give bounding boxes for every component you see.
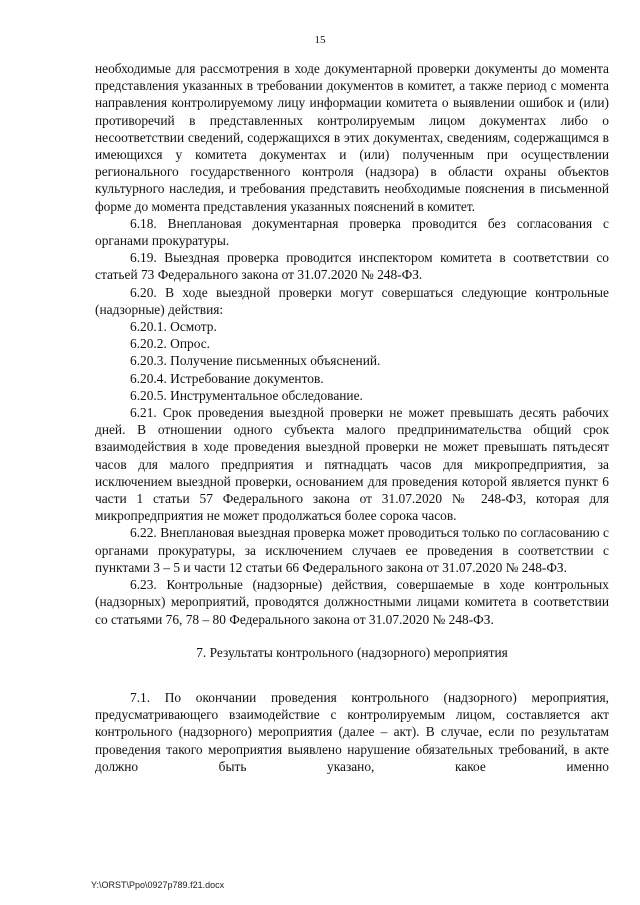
list-item-6-20-1: 6.20.1. Осмотр. — [130, 319, 217, 335]
paragraph-6-21: 6.21. Срок проведения выездной проверки не может превышать десять рабочих дней. В отношении одного субъекта малого предпринимательства общий срок взаимодействия в ходе проведения выездной проверки не может превышать пятьдесят часов для малого предприятия и пятнадцать часов для микропредприятия, за исключением выездной проверки, основанием для проведения которой является пункт 6 части 1 статьи 57 Федерального закона от 31.07.2020 № 248-ФЗ, которая для микропредприятия не может продолжаться более сорока часов. — [95, 405, 609, 524]
list-item-6-20-2: 6.20.2. Опрос. — [130, 336, 211, 352]
page-number: 15 — [314, 34, 326, 46]
paragraph-7-1: 7.1. По окончании проведения контрольного (надзорного) мероприятия, предусматривающего взаимодействие с контролируемым лицом, составляется акт контрольного (надзорного) мероприятия (далее – акт). В случае, если по результатам проведения такого мероприятия выявлено нарушение обязательных требований, в акте должно быть указано, какое именно — [95, 689, 609, 774]
paragraph-6-20: 6.20. В ходе выездной проверки могут совершаться следующие контрольные (надзорные) действия: — [95, 284, 609, 317]
paragraph-6-22: 6.22. Внеплановая выездная проверка может проводиться только по согласованию с органами прокуратуры, за исключением случаев ее проведения в соответствии с пунктами 3 – 5 и части 12 статьи 66 Федерального закона от 31.07.2020 № 248-ФЗ. — [95, 525, 609, 575]
paragraph-6-19: 6.19. Выездная проверка проводится инспектором комитета в соответствии со статьей 73 Федерального закона от 31.07.2020 № 248-ФЗ. — [95, 250, 609, 283]
paragraph-continuation: необходимые для рассмотрения в ходе документарной проверки документы до момента представления указанных в требовании документов в комитет, а также период с момента направления контролируемому лицу информации комитета о выявлении ошибок и (или) противоречий в представленных контролируемым лицом документах либо о несоответствии сведений, содержащихся в этих документах, сведениям, содержащимся в имеющихся у комитета документах и (или) полученным при осуществлении регионального государственного контроля (надзора) в области охраны объектов культурного наследия, и требования представить необходимые пояснения в письменной форме до момента представления указанных пояснений в комитет. — [95, 61, 609, 214]
list-item-6-20-3: 6.20.3. Получение письменных объяснений. — [130, 353, 381, 369]
paragraph-6-18: 6.18. Внеплановая документарная проверка проводится без согласования с органами прокуратуры. — [95, 215, 609, 249]
list-item-6-20-5: 6.20.5. Инструментальное обследование. — [130, 387, 363, 403]
paragraph-6-23: 6.23. Контрольные (надзорные) действия, совершаемые в ходе контрольных (надзорных) мероприятий, проводятся должностными лицами комитета в соответствии со статьями 76, 78 – 80 Федерального закона от 31.07.2020 № 248-ФЗ. — [95, 577, 609, 627]
section-heading: 7. Результаты контрольного (надзорного) мероприятия — [196, 644, 508, 660]
list-item-6-20-4: 6.20.4. Истребование документов. — [130, 370, 324, 386]
footer-file-path: Y:\ORST\Ppo\0927p789.f21.docx — [91, 880, 225, 890]
document-body — [95, 60, 609, 775]
